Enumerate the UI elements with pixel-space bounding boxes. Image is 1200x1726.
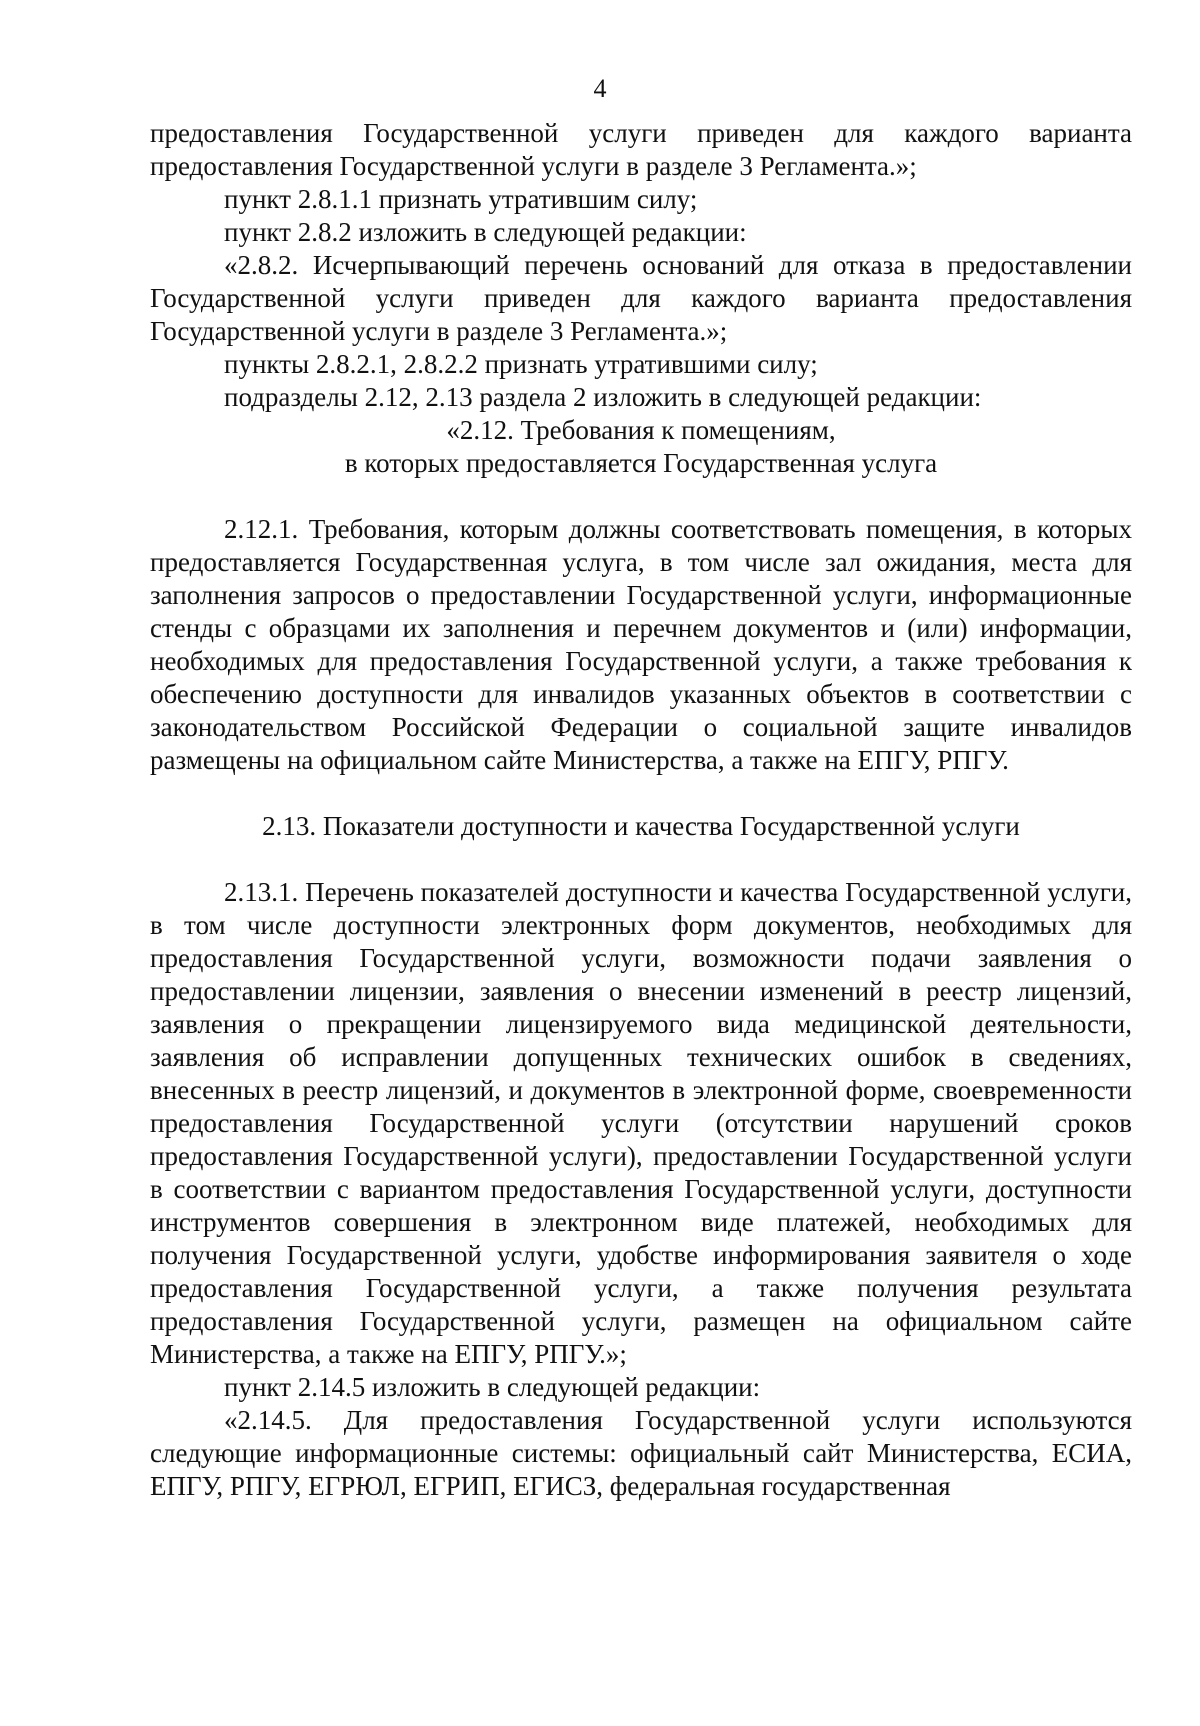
paragraph-item-2-13-1: 2.13.1. Перечень показателей доступности и качества Государственной услуги, в том числе доступности электронных форм документов, необходимых для предоставления Государственной услуги, возможности подачи заявления о предоставлении лицензии, заявления о внесении изменений в реестр лицензий, заявления о прекращении лицензируемого вида медицинской деятельности, заявления об исправлении допущенных технических ошибок в сведениях, внесенных в реестр лицензий, и документов в электронной форме, своевременности предоставления Государственной услуги (отсутствии нарушений сроков предоставления Государственной услуги), предоставлении Государственной услуги в соответствии с вариантом предоставления Государственной услуги, доступности инструментов совершения в электронном виде платежей, необходимых для получения Государственной услуги, удобстве информирования заявителя о ходе предоставления Государственной услуги, а также получения результата предоставления Государственной услуги, размещен на официальном сайте Министерства, а также на ЕПГУ, РПГУ.»; [150,877,1132,1369]
paragraph-item-2-12-1: 2.12.1. Требования, которым должны соответствовать помещения, в которых предоставляется Государственная услуга, в том числе зал ожидания, места для заполнения запросов о предоставлении Государственной услуги, информационные стенды с образцами их заполнения и перечнем документов и (или) информации, необходимых для предоставления Государственной услуги, а также требования к обеспечению доступности для инвалидов указанных объектов в соответствии с законодательством Российской Федерации о социальной защите инвалидов размещены на официальном сайте Министерства, а также на ЕПГУ, РПГУ. [150,514,1132,775]
section-heading-2-12-line2: в которых предоставляется Государственная услуга [344,448,938,478]
paragraph-item-2-14-5-intro: пункт 2.14.5 изложить в следующей редакции: [224,1372,761,1402]
paragraph-item-2-8-2: «2.8.2. Исчерпывающий перечень оснований для отказа в предоставлении Государственной услуги приведен для каждого варианта предоставления Государственной услуги в разделе 3 Регламента.»; [150,250,1132,346]
document-body [150,117,1132,1503]
paragraph-subsections-intro: подразделы 2.12, 2.13 раздела 2 изложить в следующей редакции: [224,382,982,412]
paragraph-items-2-8-2-1-2: пункты 2.8.2.1, 2.8.2.2 признать утратившими силу; [224,349,818,379]
paragraph-item-2-8-1-1: пункт 2.8.1.1 признать утратившим силу; [224,184,698,214]
page-number: 4 [593,74,607,103]
paragraph-item-2-8-2-intro: пункт 2.8.2 изложить в следующей редакции: [224,217,747,247]
spacer [150,843,1132,876]
paragraph-item-2-14-5: «2.14.5. Для предоставления Государственной услуги используются следующие информационные системы: официальный сайт Министерства, ЕСИА, ЕПГУ, РПГУ, ЕГРЮЛ, ЕГРИП, ЕГИСЗ, федеральная государственная [150,1405,1132,1501]
section-heading-2-12-line1: «2.12. Требования к помещениям, [446,415,836,445]
spacer [150,480,1132,513]
section-heading-2-13: 2.13. Показатели доступности и качества Государственной услуги [262,811,1020,841]
spacer [150,777,1132,810]
paragraph-continuation: предоставления Государственной услуги приведен для каждого варианта предоставления Государственной услуги в разделе 3 Регламента.»; [150,118,1132,181]
